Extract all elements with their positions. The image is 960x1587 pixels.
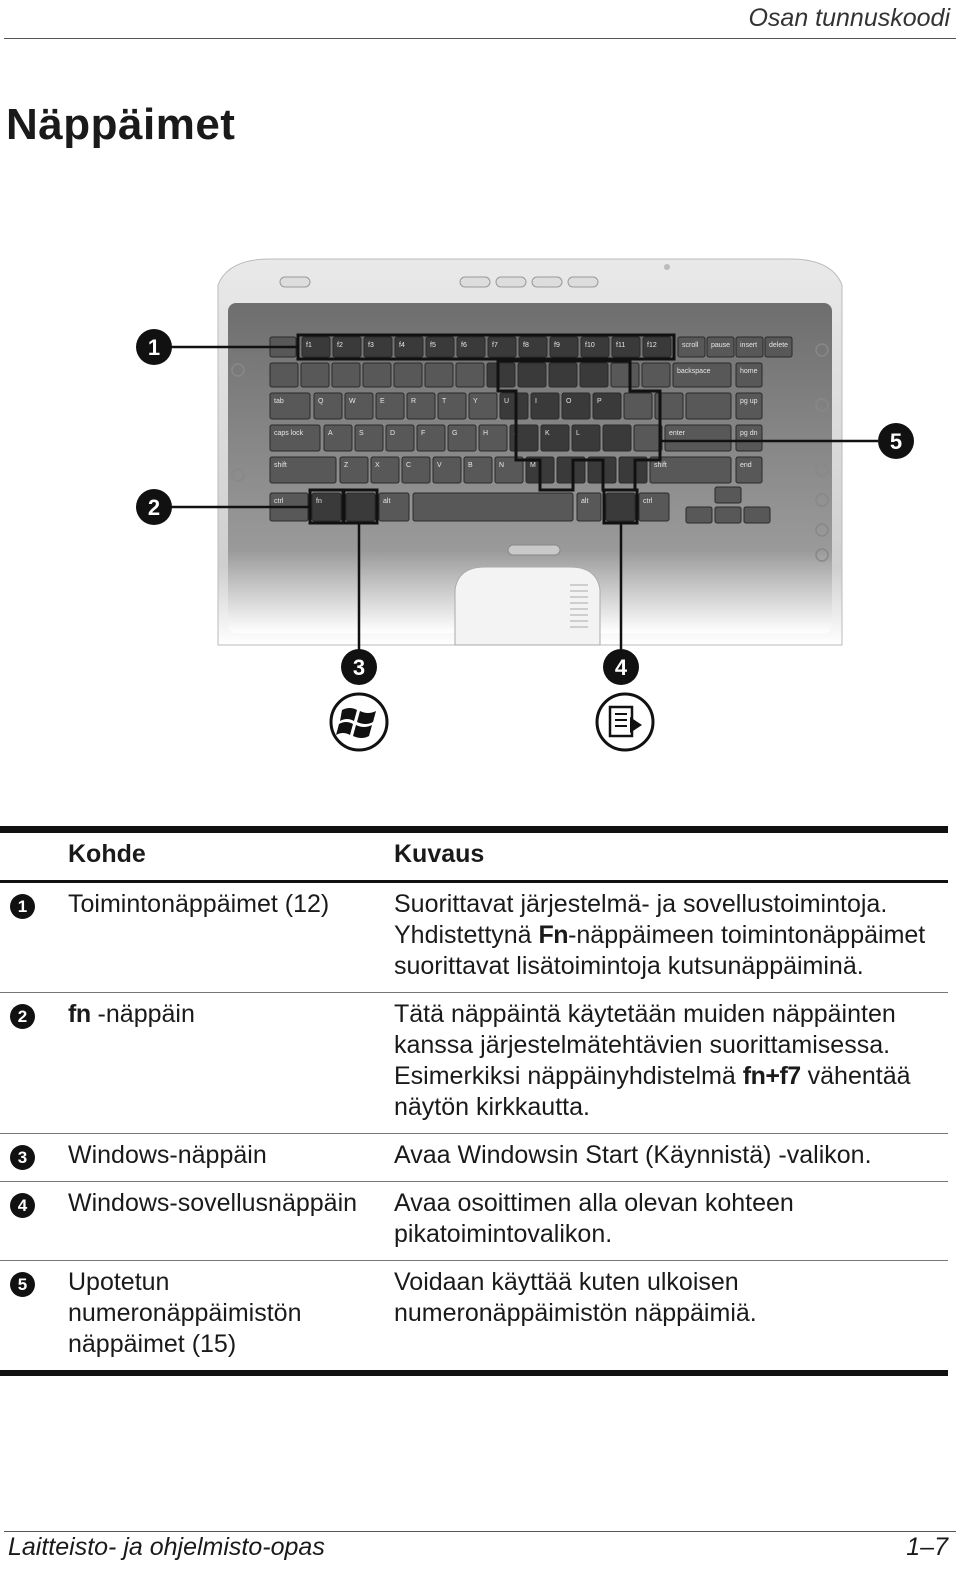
key-letter-label: Z: [344, 462, 349, 469]
key-letter-label: F: [421, 430, 426, 437]
key-letter-label: P: [597, 398, 602, 405]
header-number: [0, 830, 68, 882]
callout-4: [603, 649, 639, 685]
keys-table: [0, 826, 948, 1376]
key-f9-label: f9: [554, 342, 560, 349]
key-letter-label: O: [566, 398, 572, 405]
key-semicolon: [603, 425, 631, 451]
key-right-label: insert: [740, 342, 758, 349]
key-letter: [448, 425, 476, 451]
svg-text:5: 5: [889, 429, 903, 454]
callout-3: [341, 649, 377, 685]
key-letter: [464, 457, 492, 483]
callout-2: [136, 489, 172, 525]
touchpad-button: [508, 545, 560, 555]
svg-text:4: 4: [614, 655, 628, 680]
key-letter: [438, 393, 466, 419]
key-tab: [270, 393, 310, 419]
key-number-row: [363, 363, 391, 387]
page-title: Näppäimet: [6, 100, 236, 149]
media-button: [496, 277, 526, 287]
row-item: fn -näppäin: [68, 1000, 195, 1028]
key-number-row: [487, 363, 515, 387]
key-letter: [386, 425, 414, 451]
power-button: [280, 277, 310, 287]
key-letter-label: A: [328, 430, 333, 437]
key-letter-label: K: [545, 430, 550, 437]
row-description: Suorittavat järjestelmä- ja sovellustoimintoja. Yhdistettynä Fn-näppäimeen toimintonäppäimet suorittavat lisätoimintoja kutsunäppäiminä.: [394, 890, 926, 980]
key-arrow-right: [744, 507, 770, 523]
row-description: Avaa osoittimen alla olevan kohteen pikatoimintovalikon.: [394, 1189, 794, 1248]
windows-logo-icon: [331, 694, 387, 750]
key-letter: [562, 393, 590, 419]
touchpad: [455, 567, 600, 645]
key-letter-label: G: [452, 430, 458, 437]
table-header-row: [0, 830, 948, 882]
key-enter: [665, 425, 731, 451]
key-number-row: [580, 363, 608, 387]
key-shift-right: [650, 457, 731, 483]
key-number-row: [549, 363, 577, 387]
application-menu-icon: [597, 694, 653, 750]
key-number-row: [456, 363, 484, 387]
running-head: Osan tunnuskoodi: [748, 4, 950, 32]
key-letter-label: I: [535, 398, 537, 405]
key-name: Fn: [538, 921, 569, 949]
media-button: [460, 277, 490, 287]
key-letter: [593, 393, 621, 419]
callout-1: [136, 329, 172, 365]
key-shift-left-label: shift: [274, 462, 287, 469]
key-arrow-up: [715, 487, 741, 503]
key-number-row: [611, 363, 639, 387]
key-letter: [345, 393, 373, 419]
key-letter: [433, 457, 461, 483]
key-quote: [634, 425, 662, 451]
key-name: fn: [68, 1000, 91, 1028]
key-fn-label: fn: [316, 498, 322, 505]
key-number-row: [270, 363, 298, 387]
key-ctrl-right-label: ctrl: [643, 498, 653, 505]
key-home: [736, 363, 762, 387]
key-letter-label: V: [437, 462, 442, 469]
key-caps-lock: [270, 425, 320, 451]
footer-rule: [4, 1531, 956, 1532]
key-letter: [500, 393, 528, 419]
key-right-label: pause: [711, 342, 731, 349]
key-letter-label: E: [380, 398, 385, 405]
key-pgdn-label: pg dn: [740, 430, 758, 437]
row-description: Avaa Windowsin Start (Käynnistä) -valikon.: [394, 1141, 872, 1169]
key-shift-left: [270, 457, 336, 483]
key-f12-label: f12: [647, 342, 657, 349]
svg-text:2: 2: [147, 495, 161, 520]
key-alt-right-label: alt: [581, 498, 589, 505]
key-f8-label: f8: [523, 342, 529, 349]
key-letter-label: Y: [473, 398, 478, 405]
key-letter: [541, 425, 569, 451]
key-f2-label: f2: [337, 342, 343, 349]
key-combination: fn+f7: [742, 1062, 801, 1090]
header-rule: [4, 38, 956, 39]
key-right-label: scroll: [682, 342, 699, 349]
key-letter: [340, 457, 368, 483]
key-letter: [371, 457, 399, 483]
row-number-badge: 3: [10, 1145, 35, 1170]
key-f6-label: f6: [461, 342, 467, 349]
key-number-row: [518, 363, 546, 387]
key-letter: [510, 425, 538, 451]
table-row: [0, 993, 948, 1134]
key-space: [413, 493, 573, 521]
key-number-row: [301, 363, 329, 387]
key-enter-label: enter: [669, 430, 685, 437]
key-letter: [355, 425, 383, 451]
key-f1-label: f1: [306, 342, 312, 349]
table-row: [0, 882, 948, 993]
key-letter: [479, 425, 507, 451]
key-letter: [417, 425, 445, 451]
indicator-light: [664, 264, 670, 270]
row-number-badge: 4: [10, 1193, 35, 1218]
key-number-row: [425, 363, 453, 387]
row-description: Voidaan käyttää kuten ulkoisen numeronäppäimistön näppäimiä.: [394, 1268, 757, 1327]
key-tab-label: tab: [274, 398, 284, 405]
key-number-row: [394, 363, 422, 387]
table-row: [0, 1182, 948, 1261]
key-alt-left-label: alt: [383, 498, 391, 505]
header-description: Kuvaus: [394, 840, 485, 868]
key-pgup-label: pg up: [740, 398, 758, 405]
key-application: [606, 493, 635, 521]
media-button: [568, 277, 598, 287]
footer-title: Laitteisto- ja ohjelmisto-opas: [8, 1533, 325, 1561]
keyboard-figure: [130, 245, 930, 775]
key-letter: [402, 457, 430, 483]
key-letter-label: C: [406, 462, 412, 469]
row-description: Tätä näppäintä käytetään muiden näppäinten kanssa järjestelmätehtävien suorittamisessa. Esimerkiksi näppäinyhdistelmä fn+f7 vähentää näytön kirkkautta.: [394, 1000, 911, 1121]
key-letter: [531, 393, 559, 419]
key-right-label: delete: [769, 342, 789, 349]
key-letter-label: T: [442, 398, 447, 405]
svg-text:1: 1: [147, 335, 161, 360]
key-letter-label: H: [483, 430, 489, 437]
key-backslash: [686, 393, 731, 419]
media-button: [532, 277, 562, 287]
key-ctrl-left-label: ctrl: [274, 498, 284, 505]
page-number: 1–7: [906, 1533, 948, 1561]
key-backspace-label: backspace: [677, 368, 711, 375]
key-letter-label: R: [411, 398, 417, 405]
key-pgdn: [736, 425, 762, 451]
key-end: [736, 457, 762, 483]
table-row: [0, 1261, 948, 1374]
key-letter-label: D: [390, 430, 396, 437]
key-letter: [572, 425, 600, 451]
row-item: Toimintonäppäimet (12): [68, 890, 330, 918]
key-f7-label: f7: [492, 342, 498, 349]
key-f10-label: f10: [585, 342, 595, 349]
key-letter-label: U: [504, 398, 510, 405]
key-letter: [314, 393, 342, 419]
key-f3-label: f3: [368, 342, 374, 349]
key-f11-label: f11: [616, 342, 626, 349]
callout-5: [878, 423, 914, 459]
key-letter-label: X: [375, 462, 380, 469]
key-home-label: home: [740, 368, 758, 375]
key-f4-label: f4: [399, 342, 405, 349]
key-number-row: [642, 363, 670, 387]
key-arrow-left: [686, 507, 712, 523]
key-letter: [324, 425, 352, 451]
key-f5-label: f5: [430, 342, 436, 349]
key-letter: [407, 393, 435, 419]
key-number-row: [332, 363, 360, 387]
header-item: Kohde: [68, 840, 146, 868]
key-pgup: [736, 393, 762, 419]
row-number-badge: 1: [10, 894, 35, 919]
key-bracket: [624, 393, 652, 419]
key-letter-label: W: [349, 398, 356, 405]
row-number-badge: 2: [10, 1004, 35, 1029]
key-letter-label: L: [576, 430, 580, 437]
key-letter: [376, 393, 404, 419]
key-end-label: end: [740, 462, 752, 469]
key-letter-label: J: [514, 430, 518, 437]
key-letter-label: B: [468, 462, 473, 469]
row-number-badge: 5: [10, 1272, 35, 1297]
key-arrow-down: [715, 507, 741, 523]
row-item: Upotetun numeronäppäimistön näppäimet (15): [68, 1268, 302, 1358]
key-windows: [346, 493, 375, 521]
key-shift-right-label: shift: [654, 462, 667, 469]
key-caps-lock-label: caps lock: [274, 430, 304, 437]
key-letter-label: Q: [318, 398, 324, 405]
row-item: Windows-sovellusnäppäin: [68, 1189, 358, 1217]
key-letter-label: S: [359, 430, 364, 437]
key-backspace: [673, 363, 731, 387]
svg-text:3: 3: [352, 655, 366, 680]
key-letter-label: N: [499, 462, 505, 469]
table-row: [0, 1134, 948, 1182]
key-letter: [469, 393, 497, 419]
key-letter-label: M: [530, 462, 536, 469]
row-item: Windows-näppäin: [68, 1141, 267, 1169]
